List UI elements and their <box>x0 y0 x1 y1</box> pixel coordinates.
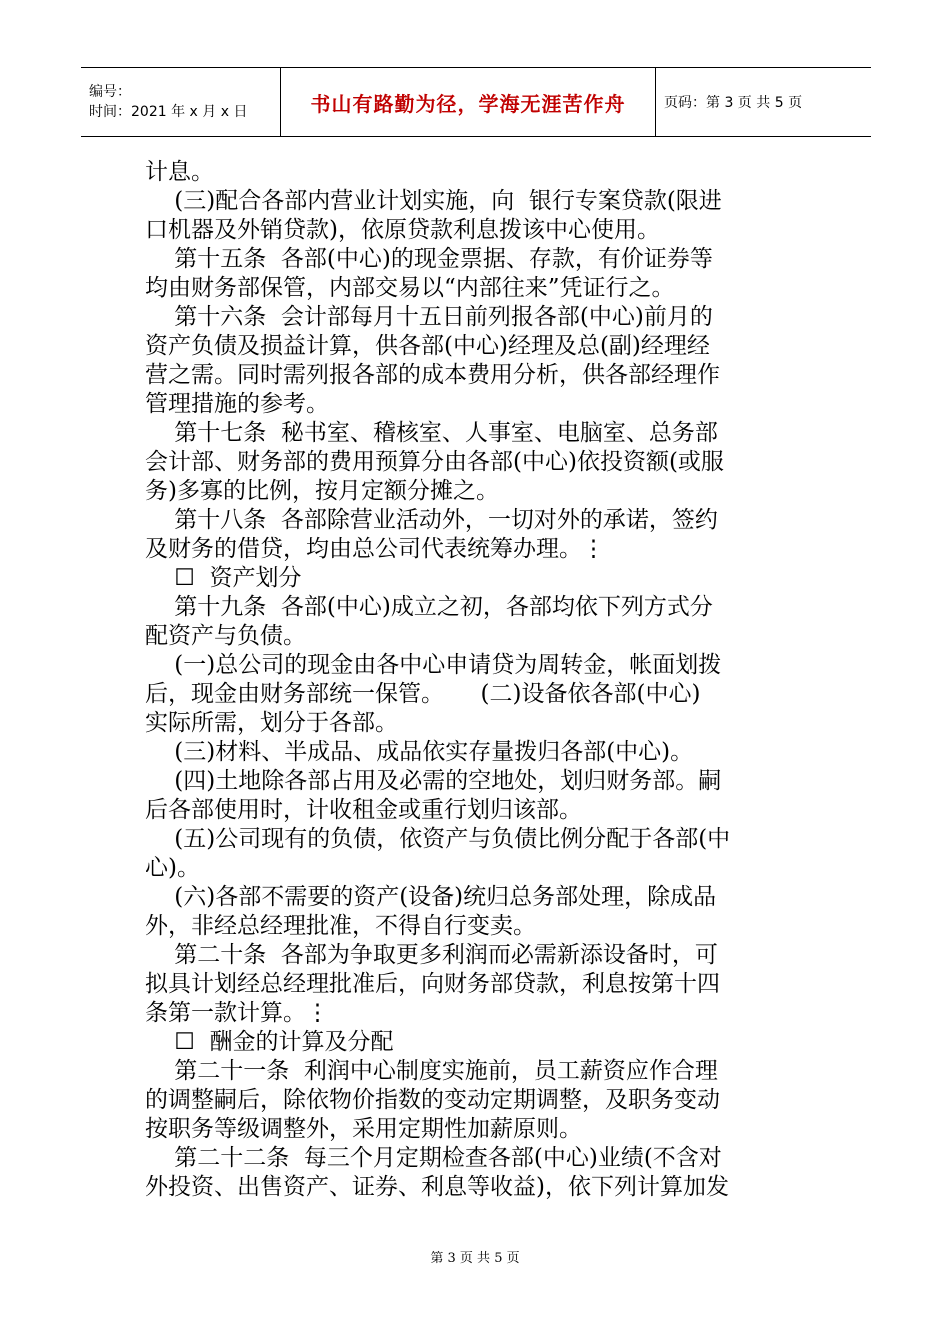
text-line: 外投资、出售资产、证券、利息等收益)，依下列计算加发 <box>145 1174 729 1200</box>
text-line: 计息。 <box>145 159 214 185</box>
text-line: 外，非经总经理批准，不得自行变卖。 <box>145 913 536 939</box>
text-line: 会计部、财务部的费用预算分由各部(中心)依投资额(或服 <box>145 449 724 475</box>
text-line: 管理措施的参考。 <box>145 391 329 417</box>
text-line: 拟具计划经总经理批准后，向财务部贷款，利息按第十四 <box>145 971 720 997</box>
text-line: 配资产与负债。 <box>145 623 306 649</box>
header-motto-cell <box>281 68 656 136</box>
text-line: 资产负债及损益计算，供各部(中心)经理及总(副)经理经 <box>145 333 710 359</box>
text-line: ☐ 酬金的计算及分配 <box>145 1029 394 1055</box>
text-line: (四)土地除各部占用及必需的空地处，划归财务部。嗣 <box>145 768 722 794</box>
page-footer: 第 3 页 共 5 页 <box>430 1251 520 1266</box>
page-header <box>81 67 871 137</box>
text-line: 第十六条 会计部每月十五日前列报各部(中心)前月的 <box>145 304 713 330</box>
text-line: 及财务的借贷，均由总公司代表统筹办理。⋮ <box>145 536 605 562</box>
text-line: 第十八条 各部除营业活动外，一切对外的承诺，签约 <box>145 507 718 533</box>
text-line: 均由财务部保管，内部交易以“内部往来”凭证行之。 <box>145 275 675 301</box>
header-motto: 书山有路勤为径，学海无涯苦作舟 <box>310 91 626 116</box>
text-line: ☐ 资产划分 <box>145 565 302 591</box>
text-line: 按职务等级调整外，采用定期性加薪原则。 <box>145 1116 582 1142</box>
text-line: 第十七条 秘书室、稽核室、人事室、电脑室、总务部 <box>145 420 718 446</box>
text-line: 后，现金由财务部统一保管。 (二)设备依各部(中心) <box>145 681 701 707</box>
text-line: (三)配合各部内营业计划实施，向 银行专案贷款(限进 <box>145 188 722 214</box>
text-line: 第二十一条 利润中心制度实施前，员工薪资应作合理 <box>145 1058 718 1084</box>
text-line: (六)各部不需要的资产(设备)统归总务部处理，除成品 <box>145 884 717 910</box>
text-line: 第二十二条 每三个月定期检查各部(中心)业绩(不含对 <box>145 1145 722 1171</box>
text-line: 后各部使用时，计收租金或重行划归该部。 <box>145 797 582 823</box>
text-line: 第十九条 各部(中心)成立之初，各部均依下列方式分 <box>145 594 713 620</box>
text-line: 口机器及外销贷款)，依原贷款利息拨该中心使用。 <box>145 217 660 243</box>
document-date: 时间：2021 年 x 月 x 日 <box>89 104 248 120</box>
document-number-label: 编号： <box>89 84 131 100</box>
text-line: (一)总公司的现金由各中心申请贷为周转金，帐面划拨 <box>145 652 722 678</box>
header-page-number: 页码：第 3 页 共 5 页 <box>664 95 803 111</box>
text-line: 营之需。同时需列报各部的成本费用分析，供各部经理作 <box>145 362 720 388</box>
text-line: 条第一款计算。⋮ <box>145 1000 329 1026</box>
text-line: 务)多寡的比例，按月定额分摊之。 <box>145 478 499 504</box>
header-meta <box>81 68 281 136</box>
text-line: 实际所需，划分于各部。 <box>145 710 398 736</box>
text-line: 第十五条 各部(中心)的现金票据、存款，有价证券等 <box>145 246 713 272</box>
text-line: (五)公司现有的负债，依资产与负债比例分配于各部(中 <box>145 826 731 852</box>
text-line: 第二十条 各部为争取更多利润而必需新添设备时，可 <box>145 942 718 968</box>
text-line: (三)材料、半成品、成品依实存量拨归各部(中心)。 <box>145 739 694 765</box>
document-body <box>145 158 815 1202</box>
text-line: 心)。 <box>145 855 200 881</box>
text-line: 的调整嗣后，除依物价指数的变动定期调整，及职务变动 <box>145 1087 720 1113</box>
